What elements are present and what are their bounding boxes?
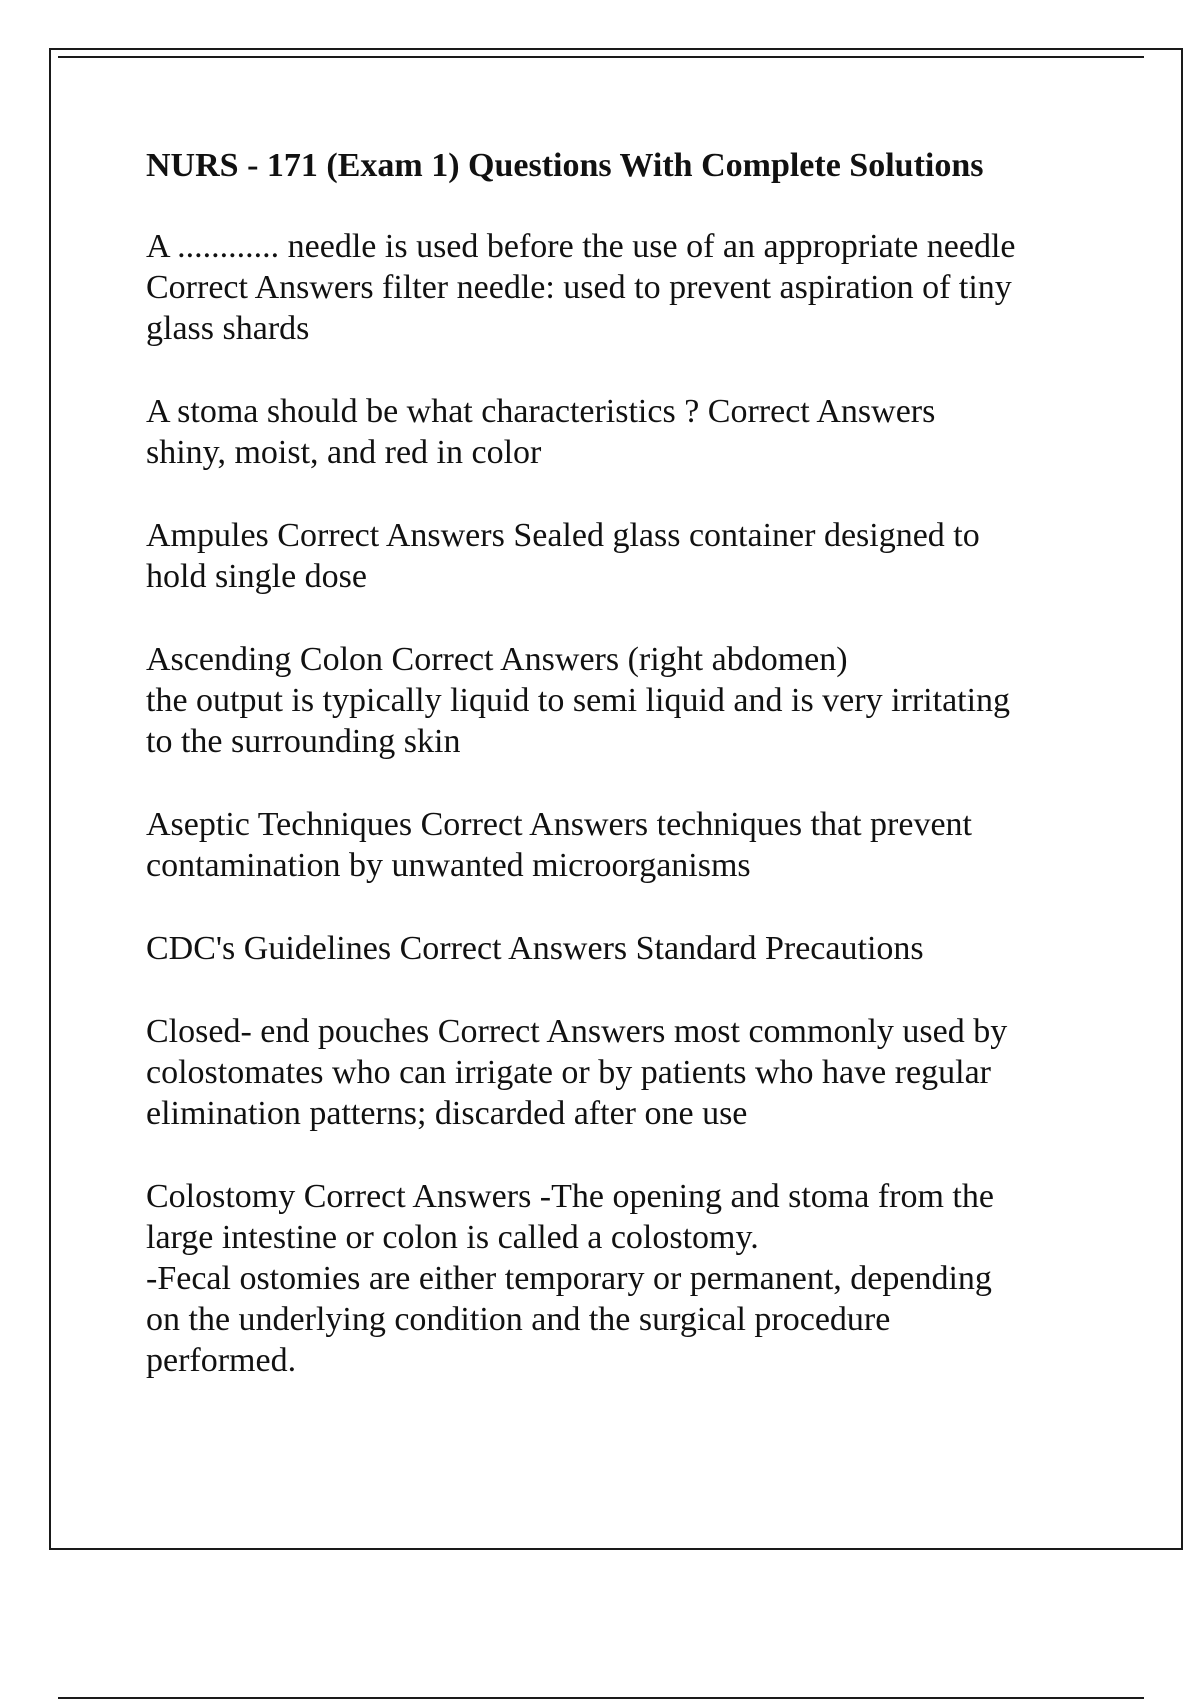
footer-rule <box>58 1697 1144 1699</box>
qa-entry-closed-end-pouches: Closed- end pouches Correct Answers most commonly used by colostomates who can irrigate or by patients who have regular elimination patterns; discarded after one use <box>146 1013 1008 1132</box>
qa-entry-filter-needle: A ............ needle is used before the use of an appropriate needle Correct Answers filter needle: used to prevent aspiration of tiny glass shards <box>146 228 1016 347</box>
qa-entry-stoma: A stoma should be what characteristics ? Correct Answers shiny, moist, and red in color <box>146 393 936 471</box>
qa-entry-colostomy: Colostomy Correct Answers -The opening and stoma from the large intestine or colon is called a colostomy. -Fecal ostomies are either temporary or permanent, depending on the underlying condition and the surgical procedure performed. <box>146 1178 994 1379</box>
document-title: NURS - 171 (Exam 1) Questions With Complete Solutions <box>146 147 984 184</box>
document-body <box>146 142 1096 1423</box>
qa-list <box>146 226 1096 1381</box>
qa-entry-ampules: Ampules Correct Answers Sealed glass container designed to hold single dose <box>146 517 980 595</box>
qa-entry-aseptic-techniques: Aseptic Techniques Correct Answers techniques that prevent contamination by unwanted microorganisms <box>146 806 972 884</box>
header-rule <box>58 56 1144 58</box>
qa-entry-cdc-guidelines: CDC's Guidelines Correct Answers Standard Precautions <box>146 930 924 967</box>
qa-entry-ascending-colon: Ascending Colon Correct Answers (right abdomen) the output is typically liquid to semi liquid and is very irritating to the surrounding skin <box>146 641 1011 760</box>
